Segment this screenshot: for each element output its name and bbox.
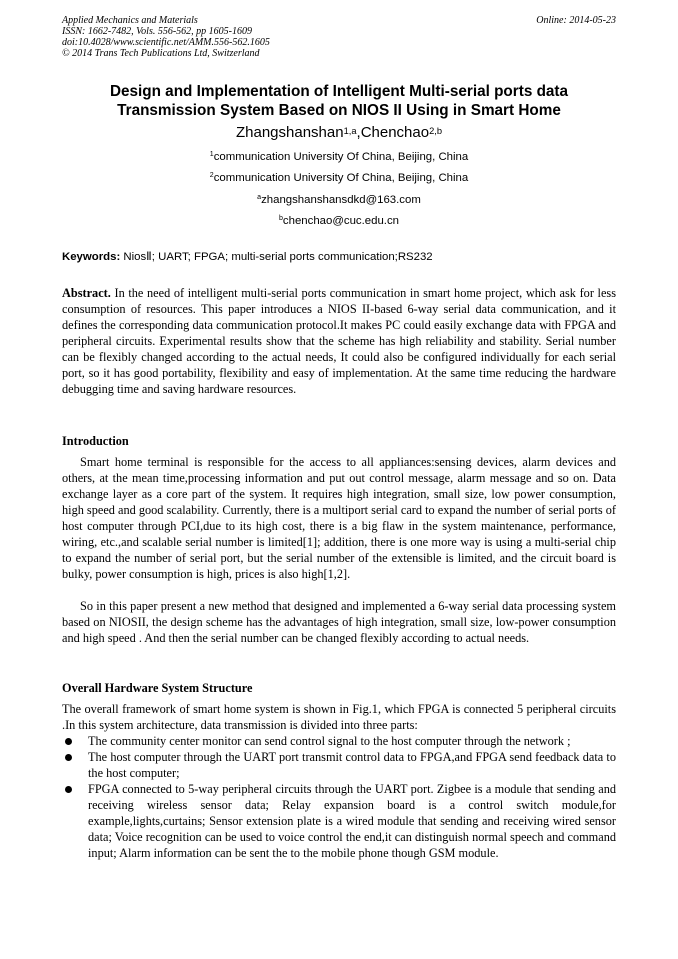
list-item [62,749,616,781]
author-separator: , [356,124,361,141]
bullet-icon [65,738,72,745]
keywords-text: NiosⅡ; UART; FPGA; multi-serial ports communication;RS232 [120,251,433,263]
list-item [62,733,616,749]
journal-name: Applied Mechanics and Materials [62,15,198,26]
online-date: Online: 2014-05-23 [536,15,616,26]
doi-line: doi:10.4028/www.scientific.net/AMM.556-562.1605 [62,37,270,48]
keywords [62,250,616,264]
bullet-icon [65,754,72,761]
email-b-text: chenchao@cuc.edu.cn [282,215,399,227]
bullet-icon [65,786,72,793]
affiliation-1-sup: 1 [209,151,214,159]
list-item-text: FPGA connected to 5-way peripheral circuits through the UART port. Zigbee is a module that sending and receiving wireless sensor data; Relay expansion board is a control switch module,for example,lights,curtains; Sensor extension plate is a wired module that sending and receiving wired sensor data; Voice recognition can be used to voice control the end,it can distinguish normal speech and command input; Alarm information can be sent the to the mobile phone though GSM module. [88,782,616,860]
email-b [62,214,616,228]
issn-line: ISSN: 1662-7482, Vols. 556-562, pp 1605-1609 [62,26,252,37]
author-1-sup: 1,a [343,125,357,136]
author-2-sup: 2,b [429,125,443,136]
author-list [62,124,616,142]
journal-header [62,15,616,59]
author-1: Zhangshanshan [235,124,344,141]
email-a [62,193,616,207]
paper-title [62,82,616,120]
affiliation-2-sup: 2 [209,172,214,180]
title-line-1: Design and Implementation of Intelligent Multi-serial ports data [109,83,569,100]
list-item-text: The community center monitor can send control signal to the host computer through the network ; [88,734,571,748]
email-a-sup: a [257,194,262,202]
email-b-sup: b [279,215,283,223]
email-a-text: zhangshanshansdkd@163.com [261,194,421,206]
title-line-2: Transmission System Based on NIOS II Using in Smart Home [117,102,561,119]
abstract-label: Abstract. [62,286,111,300]
overall-structure-paragraph: The overall framework of smart home system is shown in Fig.1, which FPGA is connected 5 peripheral circuits .In this system architecture, data transmission is divided into three parts: [62,702,616,732]
introduction-paragraph-1: Smart home terminal is responsible for the access to all appliances:sensing devices, alarm devices and others, at the mean time,processing information and put out control message, alarm message and so on. Data exchange layer as a core part of the system. It requires high integration, small size, low power consumption, high speed and good scalability. Currently, there is a multiport serial card to expand the number of serial ports of host computer through PCI,due to its high cost, there is a big flaw in the system maintenance, performance, wiring, etc.,and scalable serial number is limited[1]; addition, there is one more way is using a multi-serial chip to expand the number of serial port, but the serial number of the extensible is limited, and the circuit board is bulky, power consumption is high, prices is also high[1,2]. [62,455,617,581]
keywords-label: Keywords: [62,251,121,263]
copyright-line: © 2014 Trans Tech Publications Ltd, Switzerland [62,48,260,59]
introduction-heading: Introduction [62,434,129,448]
affiliation-1 [62,150,616,164]
introduction-paragraph-2: So in this paper present a new method that designed and implemented a 6-way serial data processing system based on NIOSII, the design scheme has the advantages of high integration, small size, low-power consumption and high speed . And then the serial number can be changed flexibly according to actual needs. [62,599,616,645]
overall-structure-heading: Overall Hardware System Structure [62,681,253,695]
affiliation-2 [62,171,616,185]
affiliation-1-text: communication University Of China, Beijing, China [213,151,469,163]
list-item-text: The host computer through the UART port transmit control data to FPGA,and FPGA send feedback data to the host computer; [88,750,616,780]
abstract [62,285,616,397]
bullet-list [62,733,616,861]
abstract-text: In the need of intelligent multi-serial ports communication in smart home project, which ask for less consumption of resources. This paper introduces a NIOS II-based 6-way serial data communication, and it defines the corresponding data communication protocol.It makes PC could easily exchange data with FPGA and peripheral circuits. Experimental results show that the scheme has high reliability and stability. Serial number can be flexibly changed according to the actual needs, It could also be configured individually for each serial port, so it has good portability, flexibility and easy of implementation. At the same time reducing the hardware debugging time and saving hardware resources. [62,286,616,396]
author-2: Chenchao [360,124,430,141]
list-item [62,781,616,861]
affiliation-2-text: communication University Of China, Beijing, China [213,172,469,184]
